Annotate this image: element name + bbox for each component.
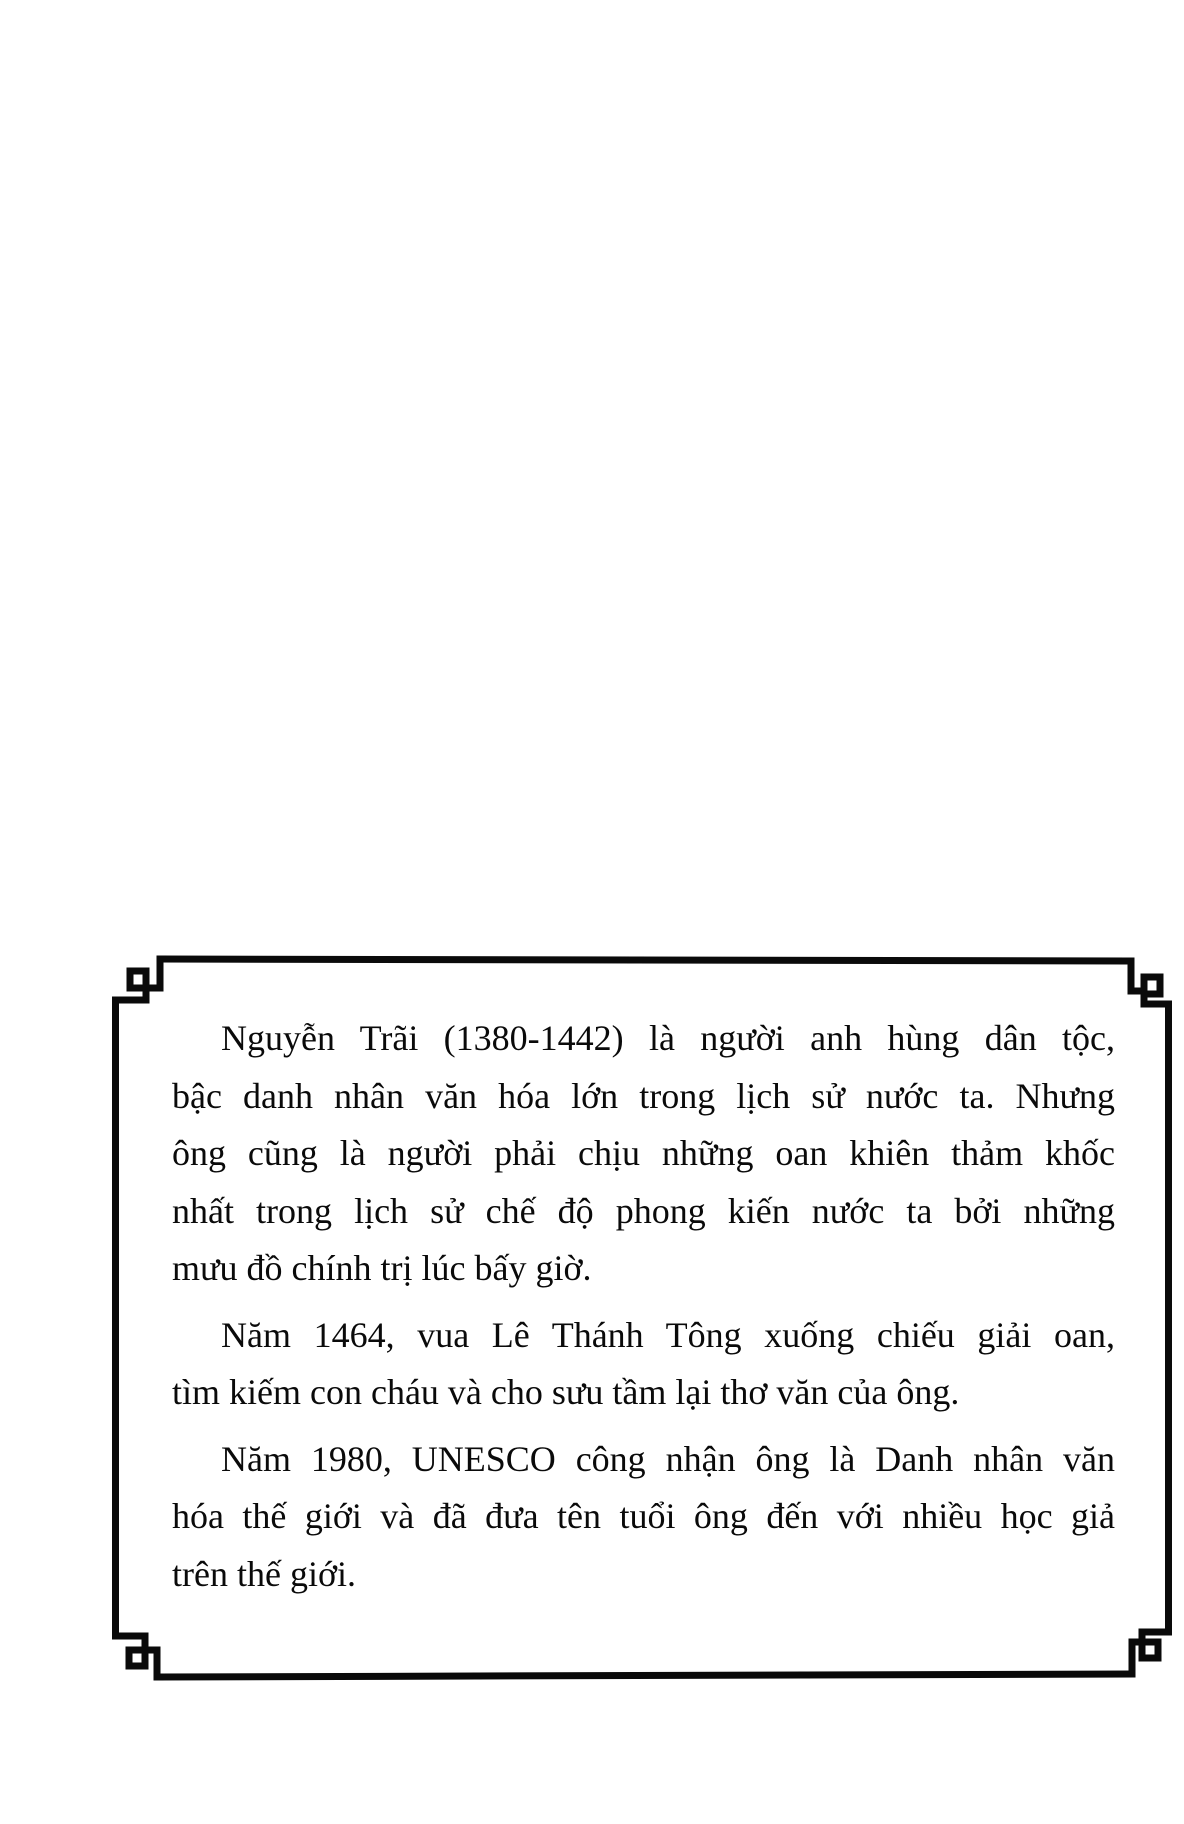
- paragraph-unesco-1980: [172, 1431, 1115, 1604]
- corner-ornament-bottom-left-icon: [116, 1624, 161, 1677]
- text-line: Năm 1464, vua Lê Thánh Tông xuống chiếu giải oan,: [221, 1314, 1115, 1355]
- text-line: Năm 1980, UNESCO công nhận ông là Danh nhân văn: [221, 1438, 1115, 1479]
- biography-text: [172, 1010, 1115, 1612]
- corner-ornament-top-left-icon: [116, 959, 161, 1000]
- frame-top-edge: [160, 959, 1124, 961]
- text-line: Nguyễn Trãi (1380-1442) là người anh hùng dân tộc,: [221, 1018, 1115, 1058]
- corner-ornament-bottom-right-icon: [1132, 1620, 1169, 1674]
- text-line: hóa thế giới và đã đưa tên tuổi ông đến với nhiều học giả: [172, 1496, 1115, 1536]
- paragraph-biography-intro: [172, 1010, 1115, 1298]
- text-line: bậc danh nhân văn hóa lớn trong lịch sử nước ta. Nhưng: [172, 1075, 1115, 1116]
- text-line: nhất trong lịch sử chế độ phong kiến nước ta bởi những: [172, 1190, 1115, 1231]
- corner-ornament-top-right-icon: [1124, 961, 1169, 1004]
- paragraph-rehabilitation-1464: [172, 1307, 1115, 1422]
- text-line: trên thế giới.: [172, 1553, 356, 1594]
- text-line: mưu đồ chính trị lúc bấy giờ.: [172, 1248, 592, 1288]
- frame-bottom-edge: [160, 1674, 1132, 1677]
- text-line: ông cũng là người phải chịu những oan khiên thảm khốc: [172, 1133, 1115, 1173]
- text-line: tìm kiếm con cháu và cho sưu tầm lại thơ văn của ông.: [172, 1372, 960, 1412]
